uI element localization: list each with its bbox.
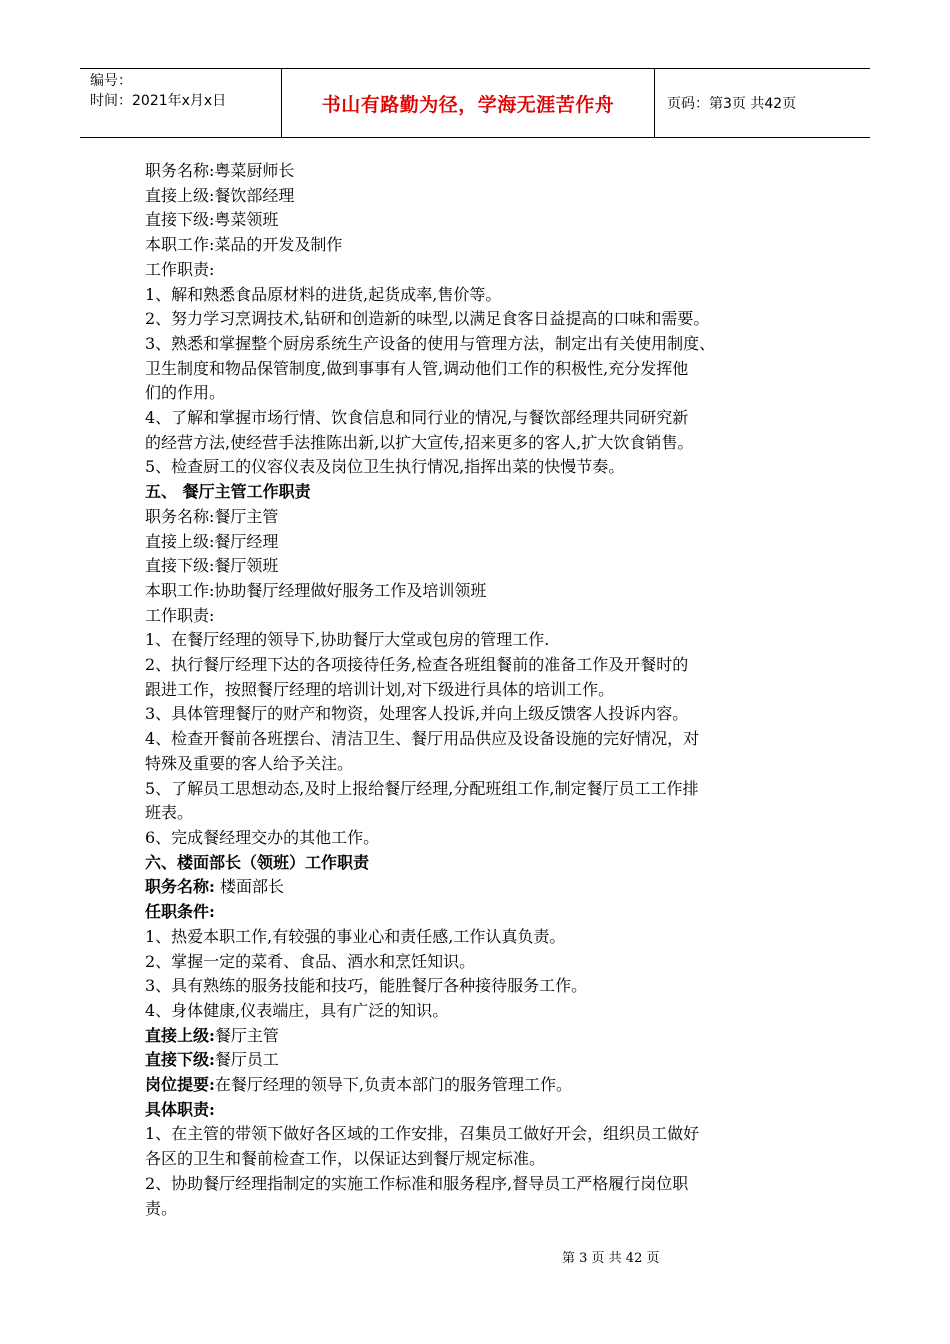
page-footer xyxy=(0,1247,950,1266)
text-line xyxy=(145,480,825,505)
line-text: 直接下级:餐厅领班 xyxy=(145,556,279,576)
text-line xyxy=(145,999,825,1024)
line-text: 2、执行餐厅经理下达的各项接待任务,检查各班组餐前的准备工作及开餐时的 xyxy=(145,655,689,675)
text-line xyxy=(145,505,825,530)
text-line xyxy=(145,1048,825,1073)
text-line xyxy=(145,925,825,950)
text-line xyxy=(145,357,825,382)
text-line xyxy=(145,950,825,975)
text-line xyxy=(145,1098,825,1123)
line-text: 4、检查开餐前各班摆台、清洁卫生、餐厅用品供应及设备设施的完好情况，对 xyxy=(145,729,700,749)
field-label: 直接下级: xyxy=(145,1050,215,1070)
line-text: 4、身体健康,仪表端庄，具有广泛的知识。 xyxy=(145,1000,449,1020)
text-line xyxy=(145,1122,825,1147)
line-text: 6、完成餐经理交办的其他工作。 xyxy=(145,827,380,847)
line-text: 们的作用。 xyxy=(145,383,226,403)
text-line xyxy=(145,628,825,653)
text-line xyxy=(145,307,825,332)
line-text: 2、掌握一定的菜肴、食品、酒水和烹饪知识。 xyxy=(145,951,476,971)
header-page-info: 页码：第3页 共42页 xyxy=(667,96,797,112)
text-line xyxy=(145,678,825,703)
text-line xyxy=(145,530,825,555)
text-line xyxy=(145,777,825,802)
text-line xyxy=(145,851,825,876)
line-text: 1、在餐厅经理的领导下,协助餐厅大堂或包房的管理工作. xyxy=(145,630,550,650)
text-line xyxy=(145,455,825,480)
text-line xyxy=(145,1073,825,1098)
footer-page-number: 第 3 页 共 42 页 xyxy=(562,1251,660,1266)
text-line xyxy=(145,258,825,283)
line-text: 1、解和熟悉食品原材料的进货,起货成率,售价等。 xyxy=(145,284,502,304)
line-text: 任职条件: xyxy=(145,902,215,922)
date-label: 时间：2021年x月x日 xyxy=(90,93,227,109)
line-text: 的经营方法,使经营手法推陈出新,以扩大宣传,招来更多的客人,扩大饮食销售。 xyxy=(145,432,694,452)
line-text: 5、了解员工思想动态,及时上报给餐厅经理,分配班组工作,制定餐厅员工工作排 xyxy=(145,778,699,798)
line-text: 卫生制度和物品保管制度,做到事事有人管,调动他们工作的积极性,充分发挥他 xyxy=(145,358,689,378)
field-label: 职务名称: xyxy=(145,877,215,897)
text-line xyxy=(145,406,825,431)
text-line xyxy=(145,431,825,456)
text-line xyxy=(145,184,825,209)
line-text: 五、 餐厅主管工作职责 xyxy=(145,482,311,502)
text-line xyxy=(145,1147,825,1172)
line-text: 1、在主管的带领下做好各区域的工作安排，召集员工做好开会，组织员工做好 xyxy=(145,1124,700,1144)
header-motto: 书山有路勤为径，学海无涯苦作舟 xyxy=(282,69,655,137)
line-text: 餐厅主管 xyxy=(214,1025,279,1045)
line-text: 工作职责: xyxy=(145,259,215,279)
text-line xyxy=(145,702,825,727)
line-text: 直接上级:餐饮部经理 xyxy=(145,185,295,205)
line-text: 2、努力学习烹调技术,钻研和创造新的味型,以满足食客日益提高的口味和需要。 xyxy=(145,309,710,329)
line-text: 5、检查厨工的仪容仪表及岗位卫生执行情况,指挥出菜的快慢节奏。 xyxy=(145,457,625,477)
line-text: 职务名称:餐厅主管 xyxy=(145,506,279,526)
text-line xyxy=(145,159,825,184)
text-line xyxy=(145,554,825,579)
line-text: 本职工作:协助餐厅经理做好服务工作及培训领班 xyxy=(145,580,487,600)
line-text: 楼面部长 xyxy=(214,877,285,897)
line-text: 餐厅员工 xyxy=(214,1050,279,1070)
line-text: 六、楼面部长（领班）工作职责 xyxy=(145,852,370,872)
line-text: 3、具有熟练的服务技能和技巧，能胜餐厅各种接待服务工作。 xyxy=(145,976,588,996)
line-text: 4、了解和掌握市场行情、饮食信息和同行业的情况,与餐饮部经理共同研究新 xyxy=(145,408,689,428)
text-line xyxy=(145,801,825,826)
line-text: 在餐厅经理的领导下,负责本部门的服务管理工作。 xyxy=(214,1075,573,1095)
field-label: 直接上级: xyxy=(145,1025,215,1045)
line-text: 3、具体管理餐厅的财产和物资，处理客人投诉,并向上级反馈客人投诉内容。 xyxy=(145,704,689,724)
line-text: 具体职责: xyxy=(145,1099,215,1119)
line-text: 直接上级:餐厅经理 xyxy=(145,531,279,551)
text-line xyxy=(145,332,825,357)
line-text: 2、协助餐厅经理指制定的实施工作标准和服务程序,督导员工严格履行岗位职 xyxy=(145,1173,689,1193)
text-line xyxy=(145,579,825,604)
text-line xyxy=(145,283,825,308)
text-line xyxy=(145,604,825,629)
line-text: 本职工作:菜品的开发及制作 xyxy=(145,235,343,255)
field-label: 岗位提要: xyxy=(145,1075,215,1095)
document-body xyxy=(145,159,825,1221)
text-line xyxy=(145,1172,825,1197)
line-text: 特殊及重要的客人给予关注。 xyxy=(145,753,354,773)
page-header xyxy=(80,68,870,138)
line-text: 跟进工作，按照餐厅经理的培训计划,对下级进行具体的培训工作。 xyxy=(145,679,615,699)
line-text: 3、熟悉和掌握整个厨房系统生产设备的使用与管理方法，制定出有关使用制度、 xyxy=(145,333,716,353)
text-line xyxy=(145,752,825,777)
text-line xyxy=(145,875,825,900)
text-line xyxy=(145,727,825,752)
line-text: 责。 xyxy=(145,1198,178,1218)
code-label: 编号： xyxy=(90,73,132,89)
text-line xyxy=(145,233,825,258)
text-line xyxy=(145,1024,825,1049)
header-meta xyxy=(80,69,282,137)
text-line xyxy=(145,974,825,999)
line-text: 工作职责: xyxy=(145,605,215,625)
text-line xyxy=(145,1197,825,1222)
line-text: 职务名称:粤菜厨师长 xyxy=(145,161,295,180)
text-line xyxy=(145,900,825,925)
line-text: 各区的卫生和餐前检查工作，以保证达到餐厅规定标准。 xyxy=(145,1149,546,1169)
text-line xyxy=(145,653,825,678)
line-text: 直接下级:粤菜领班 xyxy=(145,210,279,230)
text-line xyxy=(145,381,825,406)
line-text: 1、热爱本职工作,有较强的事业心和责任感,工作认真负责。 xyxy=(145,926,566,946)
line-text: 班表。 xyxy=(145,803,194,823)
text-line xyxy=(145,208,825,233)
text-line xyxy=(145,826,825,851)
